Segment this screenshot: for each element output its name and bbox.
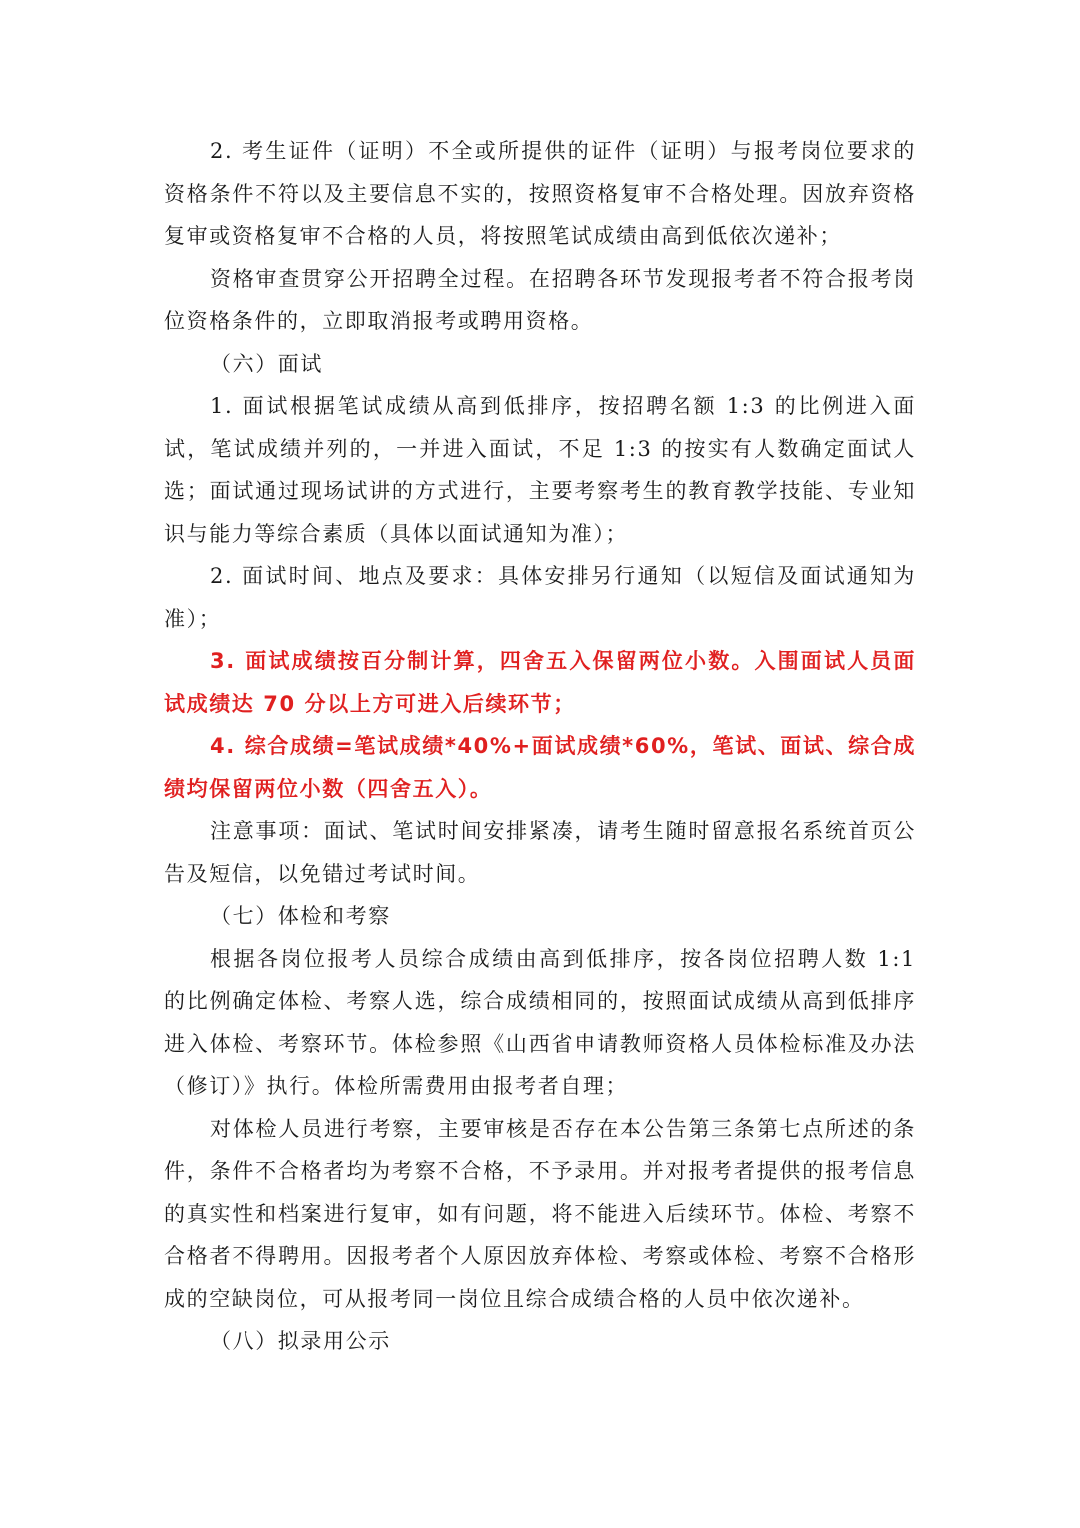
paragraph-inspection: 对体检人员进行考察，主要审核是否存在本公告第三条第七点所述的条件，条件不合格者均为考察不合格，不予录用。并对报考者提供的报考信息的真实性和档案进行复审，如有问题，将不能进入后续环节。体检、考察不合格者不得聘用。因报考者个人原因放弃体检、考察或体检、考察不合格形成的空缺岗位，可从报考同一岗位且综合成绩合格的人员中依次递补。 <box>164 1116 916 1311</box>
paragraph-interview-time: 2. 面试时间、地点及要求：具体安排另行通知（以短信及面试通知为准）； <box>164 564 916 631</box>
document-body <box>164 130 916 1363</box>
section-heading-publicity: （八）拟录用公示 <box>210 1329 391 1353</box>
paragraph-notice: 注意事项：面试、笔试时间安排紧凑，请考生随时留意报名系统首页公告及短信，以免错过考试时间。 <box>164 819 916 886</box>
section-heading-medical-check: （七）体检和考察 <box>210 904 391 928</box>
paragraph-qualification-review: 2. 考生证件（证明）不全或所提供的证件（证明）与报考岗位要求的资格条件不符以及主要信息不实的，按照资格复审不合格处理。因放弃资格复审或资格复审不合格的人员，将按照笔试成绩由高到低依次递补； <box>164 139 916 248</box>
paragraph-medical-check-ranking: 根据各岗位报考人员综合成绩由高到低排序，按各岗位招聘人数 1:1 的比例确定体检、考察人选，综合成绩相同的，按照面试成绩从高到低排序进入体检、考察环节。体检参照《山西省申请教师资格人员体检标准及办法（修订）》执行。体检所需费用由报考者自理； <box>164 946 916 1098</box>
section-heading-interview: （六）面试 <box>210 351 323 376</box>
paragraph-interview-ranking: 1. 面试根据笔试成绩从高到低排序，按招聘名额 1:3 的比例进入面试，笔试成绩并列的，一并进入面试，不足 1:3 的按实有人数确定面试人选；面试通过现场试讲的方式进行，主要考察考生的教育教学技能、专业知识与能力等综合素质（具体以面试通知为准）； <box>164 394 916 546</box>
paragraph-composite-score: 4. 综合成绩=笔试成绩*40%+面试成绩*60%，笔试、面试、综合成绩均保留两位小数（四舍五入）。 <box>164 734 916 801</box>
paragraph-qualification-throughout: 资格审查贯穿公开招聘全过程。在招聘各环节发现报考者不符合报考岗位资格条件的，立即取消报考或聘用资格。 <box>164 266 916 333</box>
paragraph-interview-score: 3. 面试成绩按百分制计算，四舍五入保留两位小数。入围面试人员面试成绩达 70 分以上方可进入后续环节； <box>164 649 916 716</box>
